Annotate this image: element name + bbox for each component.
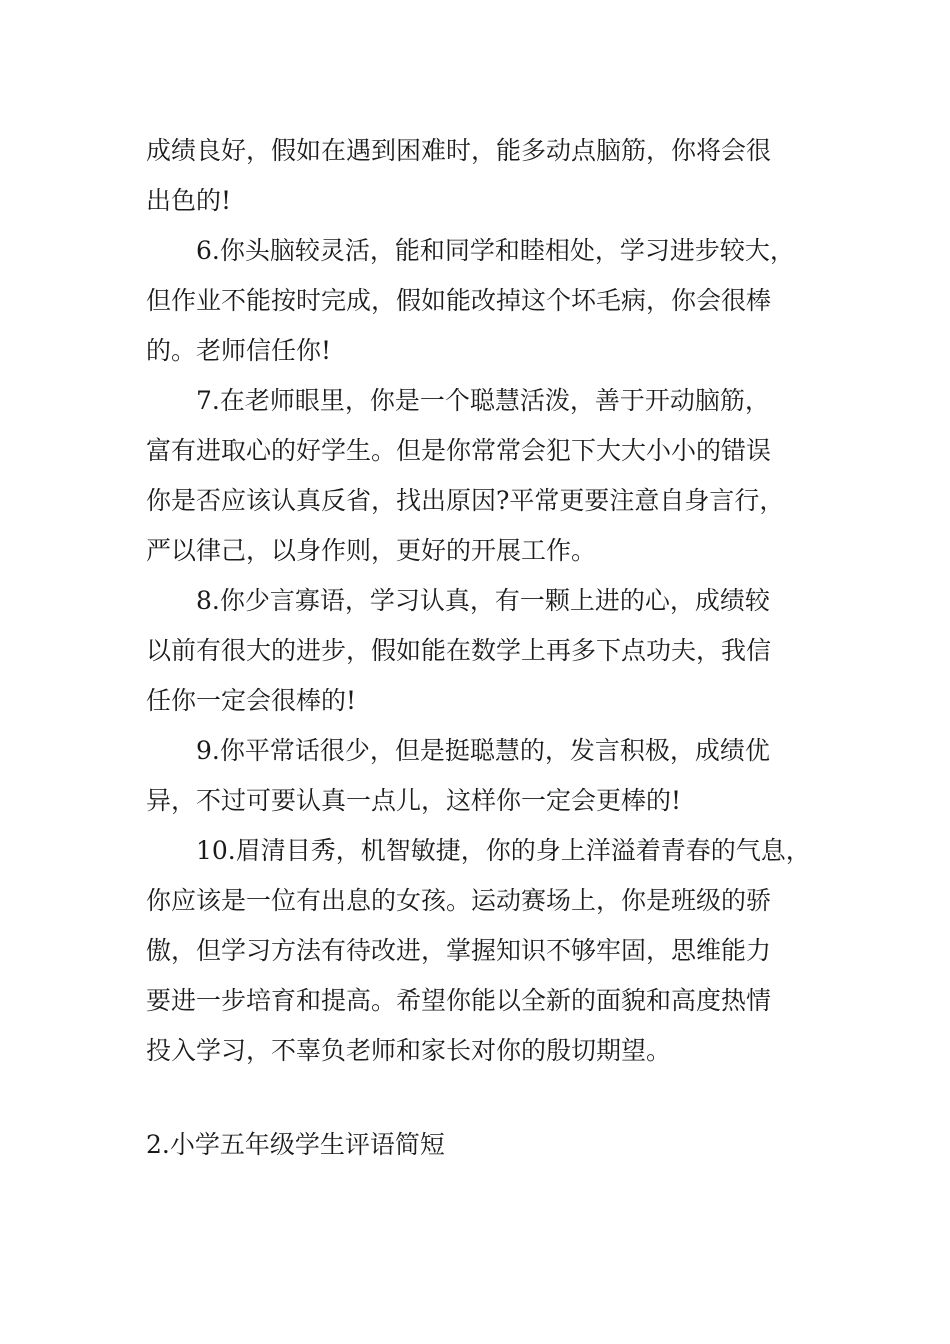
section-heading: 2.小学五年级学生评语简短 — [146, 1130, 445, 1159]
text-line: 投入学习，不辜负老师和家长对你的殷切期望。 — [146, 1036, 672, 1065]
text-line: 严以律己，以身作则，更好的开展工作。 — [146, 536, 597, 565]
text-line: 8.你少言寡语，学习认真，有一颗上进的心，成绩较 — [196, 586, 770, 615]
text-line: 以前有很大的进步，假如能在数学上再多下点功夫，我信 — [146, 636, 772, 665]
text-line: 成绩良好，假如在遇到困难时，能多动点脑筋，你将会很 — [146, 136, 772, 165]
text-line: 要进一步培育和提高。希望你能以全新的面貌和高度热情 — [146, 986, 772, 1015]
paragraph-item-9 — [146, 726, 826, 826]
text-line: 7.在老师眼里，你是一个聪慧活泼，善于开动脑筋， — [196, 386, 770, 415]
paragraph-item-7 — [146, 376, 826, 576]
text-line: 富有进取心的好学生。但是你常常会犯下大大小小的错误 — [146, 436, 772, 465]
paragraph-item-8 — [146, 576, 826, 726]
text-line: 10.眉清目秀，机智敏捷，你的身上洋溢着青春的气息， — [196, 836, 811, 865]
text-line: 任你一定会很棒的! — [146, 686, 357, 715]
text-line: 6.你头脑较灵活，能和同学和睦相处，学习进步较大， — [196, 236, 795, 265]
text-line: 你应该是一位有出息的女孩。运动赛场上，你是班级的骄 — [146, 886, 772, 915]
text-line: 的。老师信任你! — [146, 336, 332, 365]
text-line: 但作业不能按时完成，假如能改掉这个坏毛病，你会很棒 — [146, 286, 772, 315]
text-line: 傲，但学习方法有待改进，掌握知识不够牢固，思维能力 — [146, 936, 772, 965]
text-line: 异，不过可要认真一点儿，这样你一定会更棒的! — [146, 786, 682, 815]
paragraph-continuation — [146, 126, 826, 226]
text-line: 出色的! — [146, 186, 232, 215]
text-line: 你是否应该认真反省，找出原因?平常更要注意自身言行， — [146, 486, 785, 515]
paragraph-item-6 — [146, 226, 826, 376]
document-body — [146, 126, 826, 1076]
paragraph-item-10 — [146, 826, 826, 1076]
text-line: 9.你平常话很少，但是挺聪慧的，发言积极，成绩优 — [196, 736, 770, 765]
